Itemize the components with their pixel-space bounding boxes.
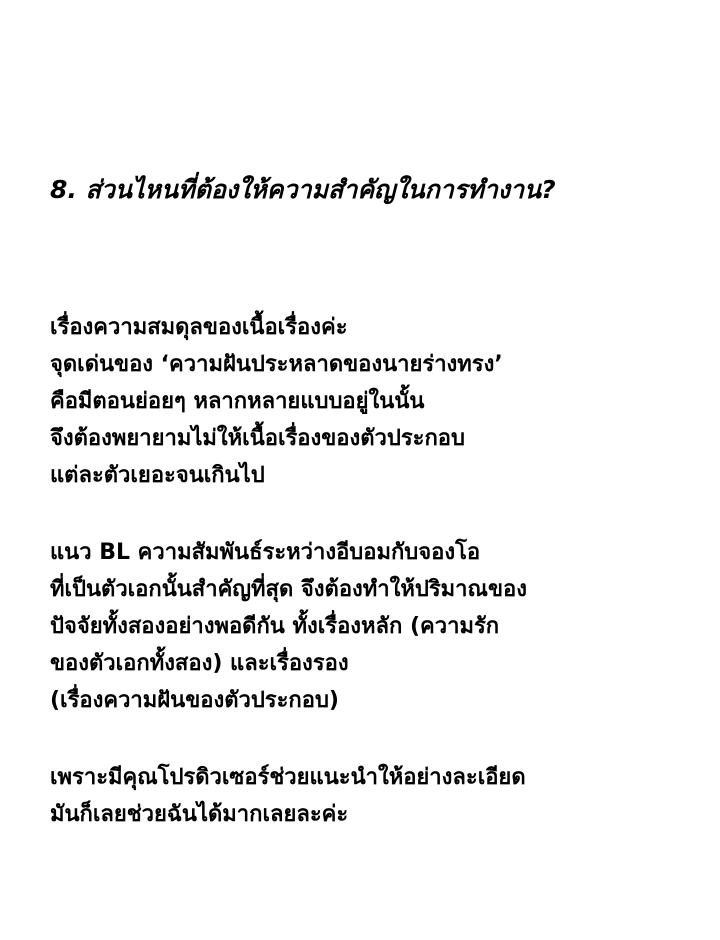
answer-line: แนว BL ความสัมพันธ์ระหว่างอีบอมกับจองโอ [50,540,481,565]
answer-line: คือมีตอนย่อยๆ หลากหลายแบบอยู่ในนั้น [50,389,425,414]
answer-line: (เรื่องความฝันของตัวประกอบ) [50,688,339,713]
answer-line: ที่เป็นตัวเอกนั้นสำคัญที่สุด จึงต้องทำให้ปริมาณของ [50,577,527,602]
answer-line: จุดเด่นของ ‘ความฝันประหลาดของนายร่างทรง’ [50,352,503,377]
answer-line: มันก็เลยช่วยฉันได้มากเลยละค่ะ [50,802,349,827]
answer-line: เพราะมีคุณโปรดิวเซอร์ช่วยแนะนำให้อย่างละเอียด [50,765,526,790]
answer-paragraph-2 [50,534,700,719]
answer-line: เรื่องความสมดุลของเนื้อเรื่องค่ะ [50,315,348,340]
answer-paragraph-1 [50,309,700,494]
answer-paragraph-3 [50,759,700,833]
answer-line: แต่ละตัวเยอะจนเกินไป [50,463,265,488]
answer-line: ของตัวเอกทั้งสอง) และเรื่องรอง [50,651,349,676]
answer-line: ปัจจัยทั้งสองอย่างพอดีกัน ทั้งเรื่องหลัก (ความรัก [50,614,500,639]
answer-line: จึงต้องพยายามไม่ให้เนื้อเรื่องของตัวประกอบ [50,426,465,451]
question-heading: 8. ส่วนไหนที่ต้องให้ความสำคัญในการทำงาน? [50,175,556,204]
